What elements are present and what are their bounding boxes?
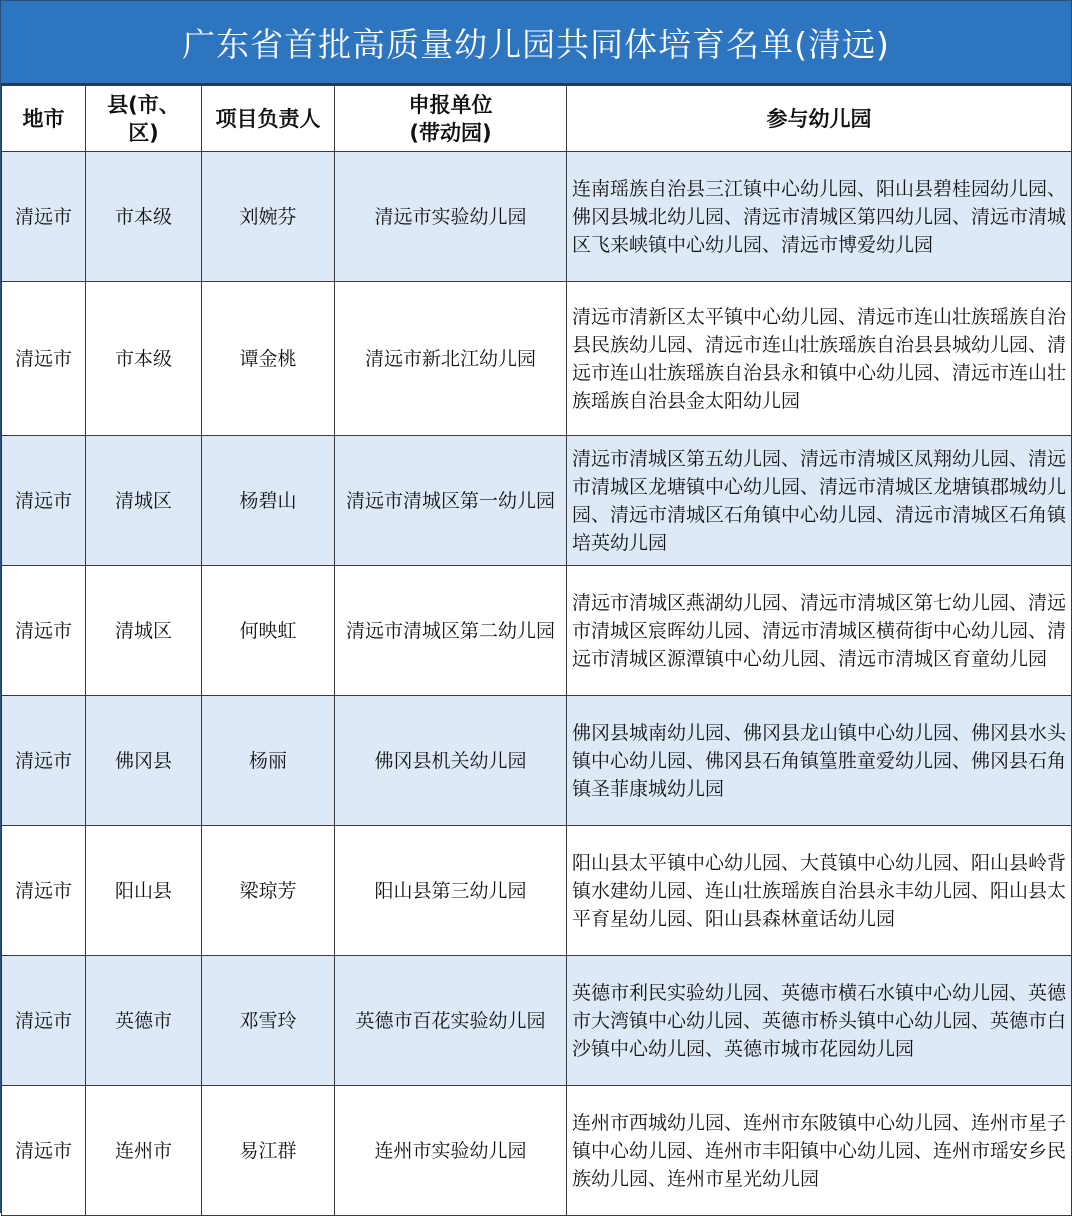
header-row <box>2 86 1072 152</box>
header-unit <box>335 86 567 152</box>
cell-city: 清远市 <box>2 152 86 282</box>
cell-unit: 清远市新北江幼儿园 <box>335 282 567 436</box>
header-members: 参与幼儿园 <box>567 86 1072 152</box>
cell-leader: 何映虹 <box>202 566 335 696</box>
cell-leader: 易江群 <box>202 1086 335 1216</box>
table-row <box>2 566 1072 696</box>
cell-unit: 清远市实验幼儿园 <box>335 152 567 282</box>
table-title: 广东省首批高质量幼儿园共同体培育名单(清远) <box>1 1 1071 85</box>
cell-unit: 连州市实验幼儿园 <box>335 1086 567 1216</box>
cell-members: 清远市清新区太平镇中心幼儿园、清远市连山壮族瑶族自治县民族幼儿园、清远市连山壮族瑶族自治县县城幼儿园、清远市连山壮族瑶族自治县永和镇中心幼儿园、清远市连山壮族瑶族自治县金太阳幼儿园 <box>567 282 1072 436</box>
cell-county: 市本级 <box>86 152 202 282</box>
roster-table <box>1 85 1072 1216</box>
cell-city: 清远市 <box>2 1086 86 1216</box>
cell-members: 佛冈县城南幼儿园、佛冈县龙山镇中心幼儿园、佛冈县水头镇中心幼儿园、佛冈县石角镇篁胜童爱幼儿园、佛冈县石角镇圣菲康城幼儿园 <box>567 696 1072 826</box>
cell-unit: 清远市清城区第一幼儿园 <box>335 436 567 566</box>
cell-city: 清远市 <box>2 566 86 696</box>
header-unit-line1: 申报单位 <box>408 92 493 117</box>
cell-leader: 谭金桃 <box>202 282 335 436</box>
cell-leader: 刘婉芬 <box>202 152 335 282</box>
cell-city: 清远市 <box>2 696 86 826</box>
table-row <box>2 956 1072 1086</box>
cell-unit: 清远市清城区第二幼儿园 <box>335 566 567 696</box>
cell-members: 英德市利民实验幼儿园、英德市横石水镇中心幼儿园、英德市大湾镇中心幼儿园、英德市桥头镇中心幼儿园、英德市白沙镇中心幼儿园、英德市城市花园幼儿园 <box>567 956 1072 1086</box>
header-unit-line2: (带动园) <box>409 120 492 145</box>
cell-county: 市本级 <box>86 282 202 436</box>
table-row <box>2 826 1072 956</box>
cell-leader: 杨碧山 <box>202 436 335 566</box>
cell-city: 清远市 <box>2 956 86 1086</box>
header-leader: 项目负责人 <box>202 86 335 152</box>
cell-county: 佛冈县 <box>86 696 202 826</box>
header-county <box>86 86 202 152</box>
table-row <box>2 436 1072 566</box>
cell-members: 清远市清城区燕湖幼儿园、清远市清城区第七幼儿园、清远市清城区宸晖幼儿园、清远市清城区横荷街中心幼儿园、清远市清城区源潭镇中心幼儿园、清远市清城区育童幼儿园 <box>567 566 1072 696</box>
cell-leader: 邓雪玲 <box>202 956 335 1086</box>
cell-city: 清远市 <box>2 436 86 566</box>
table-row <box>2 282 1072 436</box>
header-county-line1: 县(市、 <box>107 92 180 117</box>
header-city: 地市 <box>2 86 86 152</box>
cell-county: 英德市 <box>86 956 202 1086</box>
cell-leader: 杨丽 <box>202 696 335 826</box>
cell-unit: 佛冈县机关幼儿园 <box>335 696 567 826</box>
cell-members: 连南瑶族自治县三江镇中心幼儿园、阳山县碧桂园幼儿园、佛冈县城北幼儿园、清远市清城区第四幼儿园、清远市清城区飞来峡镇中心幼儿园、清远市博爱幼儿园 <box>567 152 1072 282</box>
cell-county: 阳山县 <box>86 826 202 956</box>
table-row <box>2 152 1072 282</box>
cell-unit: 英德市百花实验幼儿园 <box>335 956 567 1086</box>
cell-unit: 阳山县第三幼儿园 <box>335 826 567 956</box>
cell-county: 清城区 <box>86 566 202 696</box>
cell-county: 清城区 <box>86 436 202 566</box>
cell-leader: 梁琼芳 <box>202 826 335 956</box>
cell-members: 阳山县太平镇中心幼儿园、大莨镇中心幼儿园、阳山县岭背镇水建幼儿园、连山壮族瑶族自治县永丰幼儿园、阳山县太平育星幼儿园、阳山县森林童话幼儿园 <box>567 826 1072 956</box>
header-county-line2: 区) <box>128 120 159 145</box>
cell-city: 清远市 <box>2 826 86 956</box>
cell-city: 清远市 <box>2 282 86 436</box>
table-row <box>2 696 1072 826</box>
cell-members: 清远市清城区第五幼儿园、清远市清城区凤翔幼儿园、清远市清城区龙塘镇中心幼儿园、清远市清城区龙塘镇郡城幼儿园、清远市清城区石角镇中心幼儿园、清远市清城区石角镇培英幼儿园 <box>567 436 1072 566</box>
cell-members: 连州市西城幼儿园、连州市东陂镇中心幼儿园、连州市星子镇中心幼儿园、连州市丰阳镇中心幼儿园、连州市瑶安乡民族幼儿园、连州市星光幼儿园 <box>567 1086 1072 1216</box>
cell-county: 连州市 <box>86 1086 202 1216</box>
table-row <box>2 1086 1072 1216</box>
